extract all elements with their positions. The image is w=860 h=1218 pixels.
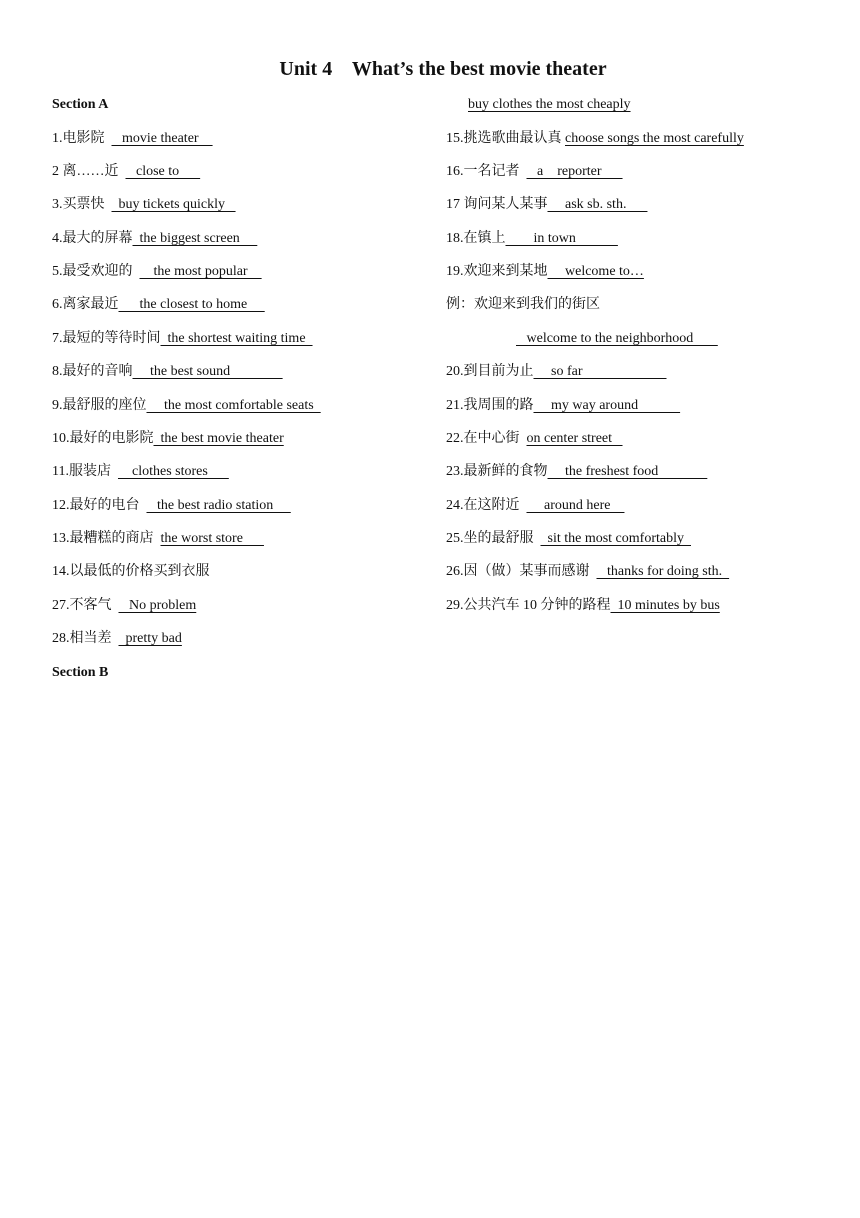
item-label: 20.到目前为止 (446, 364, 534, 379)
answer-text: clothes stores (117, 464, 229, 479)
item-29 (446, 597, 720, 615)
item-label: 例：欢迎来到我们的街区 (446, 297, 600, 312)
answer-text: so far (533, 364, 667, 379)
answer-text: buy clothes the most cheaply (468, 97, 631, 112)
item-24 (446, 497, 624, 515)
example-label (446, 296, 600, 314)
page-title: Unit 4 What’s the best movie theater (279, 58, 607, 80)
item-10 (52, 430, 284, 448)
answer-text: thanks for doing sth. (596, 564, 730, 579)
section-a-heading: Section A (52, 97, 109, 112)
item-label: 19.欢迎来到某地 (446, 264, 548, 279)
item-21 (446, 397, 680, 415)
item-label: 3.买票快 (52, 197, 112, 212)
item-14 (52, 563, 210, 581)
answer-text: welcome to… (547, 264, 644, 279)
item-4 (52, 230, 257, 248)
answer-text: the best sound (132, 364, 283, 379)
item-label: 1.电影院 (52, 131, 112, 146)
answer-text: the shortest waiting time (160, 331, 313, 346)
item-16 (446, 163, 623, 181)
answer-text: a reporter (526, 164, 623, 179)
item-25 (446, 530, 691, 548)
item-19 (446, 263, 644, 281)
item-5 (52, 263, 262, 281)
answer-text: the best radio station (146, 498, 291, 513)
item-23 (446, 463, 707, 481)
item-label: 10.最好的电影院 (52, 431, 154, 446)
answer-text: sit the most comfortably (540, 531, 691, 546)
item-7 (52, 330, 313, 348)
section-b-heading: Section B (52, 665, 109, 680)
item-label: 11.服装店 (52, 464, 118, 479)
item-label: 13.最糟糕的商店 (52, 531, 161, 546)
item-26 (446, 563, 729, 581)
item-label: 6.离家最近 (52, 297, 119, 312)
item-label: 24.在这附近 (446, 498, 527, 513)
item-label: 9.最舒服的座位 (52, 398, 147, 413)
item-3 (52, 196, 236, 214)
item-1 (52, 130, 213, 148)
item-2 (52, 163, 200, 181)
answer-text: pretty bad (118, 631, 182, 646)
item-label: 5.最受欢迎的 (52, 264, 140, 279)
answer-text: the closest to home (118, 297, 265, 312)
answer-text: the biggest screen (132, 231, 258, 246)
item-label: 16.一名记者 (446, 164, 527, 179)
item-15 (446, 130, 744, 148)
item-12 (52, 497, 291, 515)
answer-text: ask sb. sth. (547, 197, 648, 212)
item-label: 29.公共汽车 10 分钟的路程 (446, 598, 611, 613)
item-27 (52, 597, 196, 615)
answer-text: choose songs the most carefully (565, 131, 744, 146)
item-label: 7.最短的等待时间 (52, 331, 161, 346)
item-label: 21.我周围的路 (446, 398, 534, 413)
item-label: 8.最好的音响 (52, 364, 133, 379)
item-17 (446, 196, 647, 214)
answer-14 (468, 96, 631, 114)
item-22 (446, 430, 623, 448)
item-6 (52, 296, 265, 314)
item-label (446, 331, 516, 346)
answer-text: the worst store (160, 531, 264, 546)
item-8 (52, 363, 283, 381)
answer-text: 10 minutes by bus (610, 598, 720, 613)
answer-text: welcome to the neighborhood (516, 331, 718, 346)
item-label: 14.以最低的价格买到衣服 (52, 564, 210, 579)
answer-text: on center street (526, 431, 623, 446)
item-label: 12.最好的电台 (52, 498, 147, 513)
answer-text: movie theater (111, 131, 213, 146)
answer-text: buy tickets quickly (111, 197, 236, 212)
answer-text: the most comfortable seats (146, 398, 321, 413)
answer-text: the freshest food (547, 464, 708, 479)
item-label: 28.相当差 (52, 631, 119, 646)
item-label: 25.坐的最舒服 (446, 531, 541, 546)
item-label: 2 离……近 (52, 164, 126, 179)
item-label: 17 询问某人某事 (446, 197, 548, 212)
item-11 (52, 463, 229, 481)
item-label: 22.在中心街 (446, 431, 527, 446)
answer-text: in town (505, 231, 618, 246)
item-label: 26.因（做）某事而感谢 (446, 564, 597, 579)
answer-text: close to (125, 164, 201, 179)
answer-text: No problem (118, 598, 197, 613)
item-18 (446, 230, 618, 248)
item-label: 27.不客气 (52, 598, 119, 613)
item-13 (52, 530, 264, 548)
answer-text: the best movie theater (153, 431, 284, 446)
item-label: 18.在镇上 (446, 231, 506, 246)
answer-text: the most popular (139, 264, 262, 279)
item-label: 15.挑选歌曲最认真 (446, 131, 565, 146)
item-20 (446, 363, 667, 381)
item-label: 4.最大的屏幕 (52, 231, 133, 246)
answer-text: my way around (533, 398, 681, 413)
example-answer (446, 330, 718, 348)
item-label: 23.最新鲜的食物 (446, 464, 548, 479)
item-28 (52, 630, 182, 648)
answer-text: around here (526, 498, 625, 513)
item-9 (52, 397, 321, 415)
